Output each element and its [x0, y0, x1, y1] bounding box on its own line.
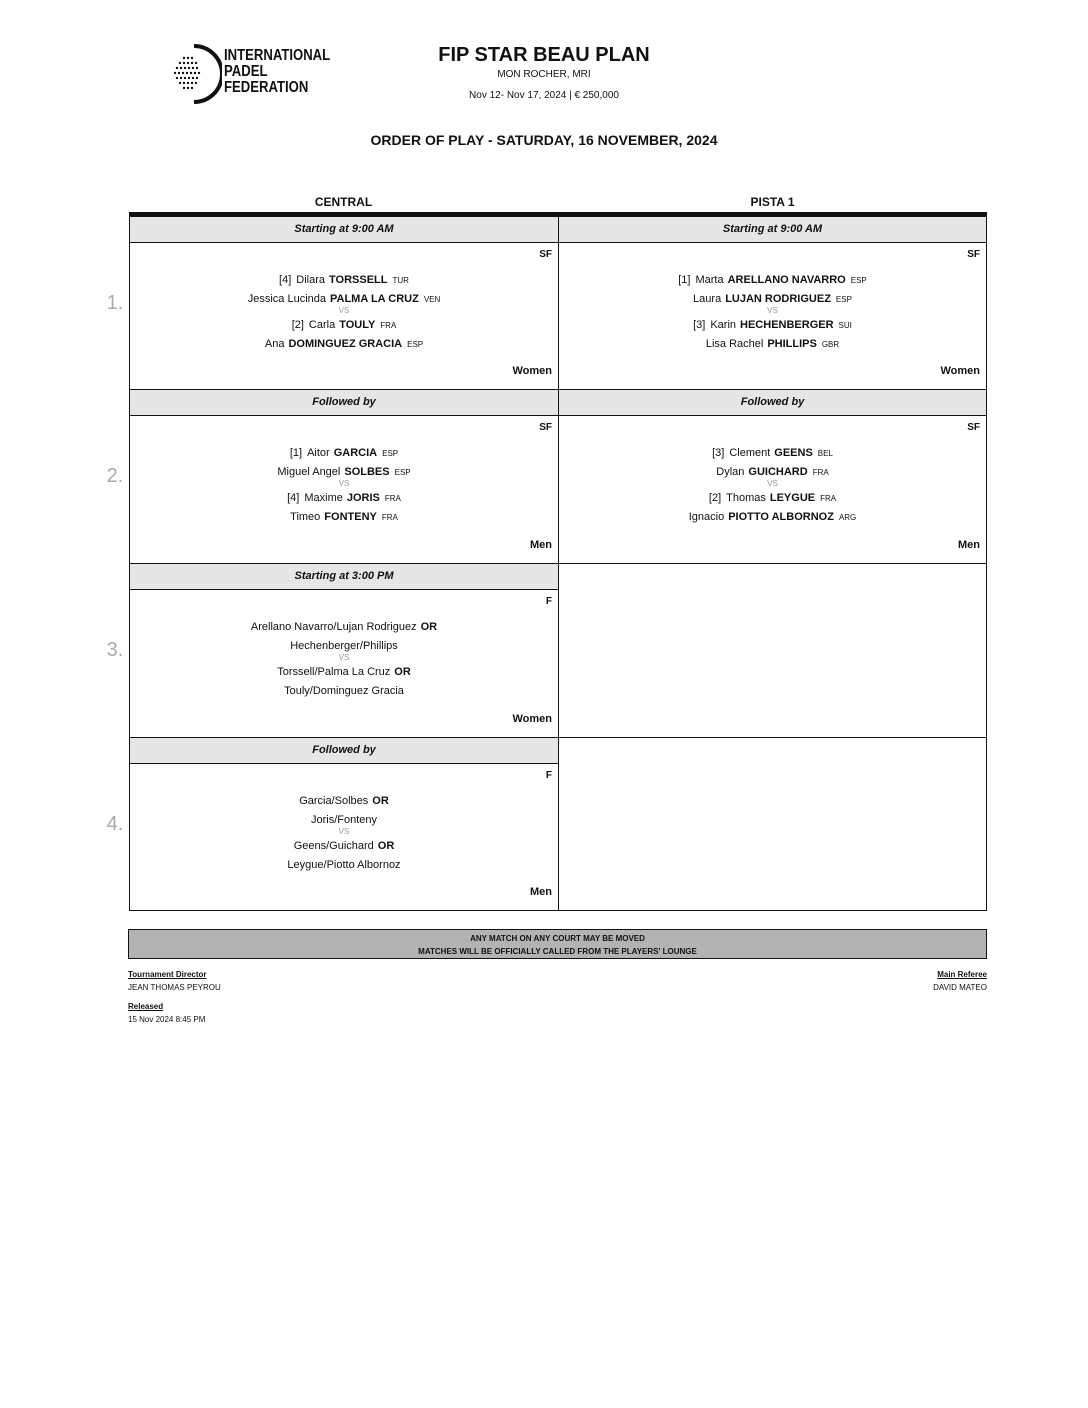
empty-cell-r4-pista1 [558, 737, 987, 911]
team-line: Geens/Guichard OR [293, 840, 395, 852]
team-line: Torssell/Palma La Cruz OR [277, 666, 411, 678]
category-label: Women [940, 365, 980, 377]
director-name: JEAN THOMAS PEYROU [128, 983, 221, 992]
category-label: Women [512, 365, 552, 377]
round-label: SF [539, 422, 552, 433]
match-players [559, 444, 986, 527]
player-line: Jessica Lucinda PALMA LA CRUZ VEN [247, 293, 441, 305]
player-line: Dylan GUICHARD FRA [716, 466, 829, 478]
team-line: Arellano Navarro/Lujan Rodriguez OR [250, 621, 438, 633]
court-pista1-header: PISTA 1 [750, 195, 795, 209]
player-line: [1] Aitor GARCIA ESP [289, 447, 399, 459]
court-central-header: CENTRAL [314, 195, 373, 209]
referee-label: Main Referee [937, 970, 987, 979]
match-cell-r2-pista1[interactable] [558, 415, 987, 564]
round-label: SF [967, 422, 980, 433]
vs-label: VS [338, 306, 350, 315]
released-block [128, 1002, 205, 1024]
team-line: Leygue/Piotto Albornoz [287, 859, 401, 871]
match-cell-r3-central[interactable] [129, 589, 559, 738]
vs-label: VS [338, 653, 350, 662]
category-label: Women [512, 713, 552, 725]
player-line: [2] Thomas LEYGUE FRA [708, 492, 837, 504]
player-line: Miguel Angel SOLBES ESP [277, 466, 411, 478]
tournament-location: MON ROCHER, MRI [497, 69, 591, 80]
team-line: Touly/Dominguez Gracia [284, 685, 404, 697]
vs-label: VS [338, 827, 350, 836]
time-band-r1-central: Starting at 9:00 AM [129, 216, 559, 243]
team-line: Joris/Fonteny [310, 814, 378, 826]
player-line: [1] Marta ARELLANO NAVARRO ESP [678, 274, 867, 286]
released-value: 15 Nov 2024 8:45 PM [128, 1015, 206, 1024]
match-players [130, 271, 558, 354]
fip-logo [172, 44, 332, 104]
notice-banner: ANY MATCH ON ANY COURT MAY BE MOVED MATCHES WILL BE OFFICIALLY CALLED FROM THE PLAYERS' LOUNGE [128, 929, 987, 959]
referee-name: DAVID MATEO [933, 983, 987, 992]
row-number-4: 4. [106, 813, 124, 835]
title-block [344, 44, 744, 101]
match-teams [130, 792, 558, 875]
player-line: Laura LUJAN RODRIGUEZ ESP [693, 293, 852, 305]
empty-cell-r3-pista1 [558, 563, 987, 738]
team-line: Garcia/Solbes OR [299, 795, 389, 807]
time-band-r2-pista1: Followed by [558, 389, 987, 416]
category-label: Men [530, 539, 552, 551]
player-line: Ana DOMINGUEZ GRACIA ESP [264, 338, 424, 350]
match-cell-r1-pista1[interactable] [558, 242, 987, 390]
round-label: F [545, 770, 552, 781]
time-band-r4-central: Followed by [129, 737, 559, 764]
padel-ball-icon [172, 44, 222, 104]
player-line: [4] Maxime JORIS FRA [287, 492, 401, 504]
time-band-r1-pista1: Starting at 9:00 AM [558, 216, 987, 243]
vs-label: VS [338, 479, 350, 488]
vs-label: VS [767, 479, 778, 488]
player-line: [3] Clement GEENS BEL [712, 447, 833, 459]
round-label: F [545, 596, 552, 607]
released-label: Released [128, 1002, 164, 1011]
vs-label: VS [767, 306, 778, 315]
player-line: [3] Karin HECHENBERGER SUI [693, 319, 852, 331]
row-number-3: 3. [106, 639, 124, 661]
player-line: Ignacio PIOTTO ALBORNOZ ARG [688, 511, 857, 523]
tournament-title: FIP STAR BEAU PLAN [438, 44, 650, 66]
round-label: SF [967, 249, 980, 260]
player-line: [2] Carla TOULY FRA [291, 319, 397, 331]
tournament-dates: Nov 12- Nov 17, 2024 | € 250,000 [469, 90, 619, 101]
main-referee-block [933, 970, 987, 992]
logo-wordmark: INTERNATIONAL PADEL FEDERATION [224, 47, 331, 96]
tournament-director-block [128, 970, 221, 992]
row-number-1: 1. [106, 292, 124, 314]
match-cell-r1-central[interactable] [129, 242, 559, 390]
time-band-r2-central: Followed by [129, 389, 559, 416]
category-label: Men [958, 539, 980, 551]
director-label: Tournament Director [128, 970, 207, 979]
order-of-play-heading: ORDER OF PLAY - SATURDAY, 16 NOVEMBER, 2024 [370, 132, 718, 148]
match-teams [130, 618, 558, 701]
player-line: [4] Dilara TORSSELL TUR [279, 274, 409, 286]
player-line: Timeo FONTENY FRA [290, 511, 398, 523]
player-line: Lisa Rachel PHILLIPS GBR [705, 338, 840, 350]
team-line: Hechenberger/Phillips [290, 640, 398, 652]
category-label: Men [530, 886, 552, 898]
match-players [130, 444, 558, 527]
match-players [559, 271, 986, 354]
round-label: SF [539, 249, 552, 260]
row-number-2: 2. [106, 465, 124, 487]
time-band-r3-central: Starting at 3:00 PM [129, 563, 559, 590]
match-cell-r2-central[interactable] [129, 415, 559, 564]
match-cell-r4-central[interactable] [129, 763, 559, 911]
